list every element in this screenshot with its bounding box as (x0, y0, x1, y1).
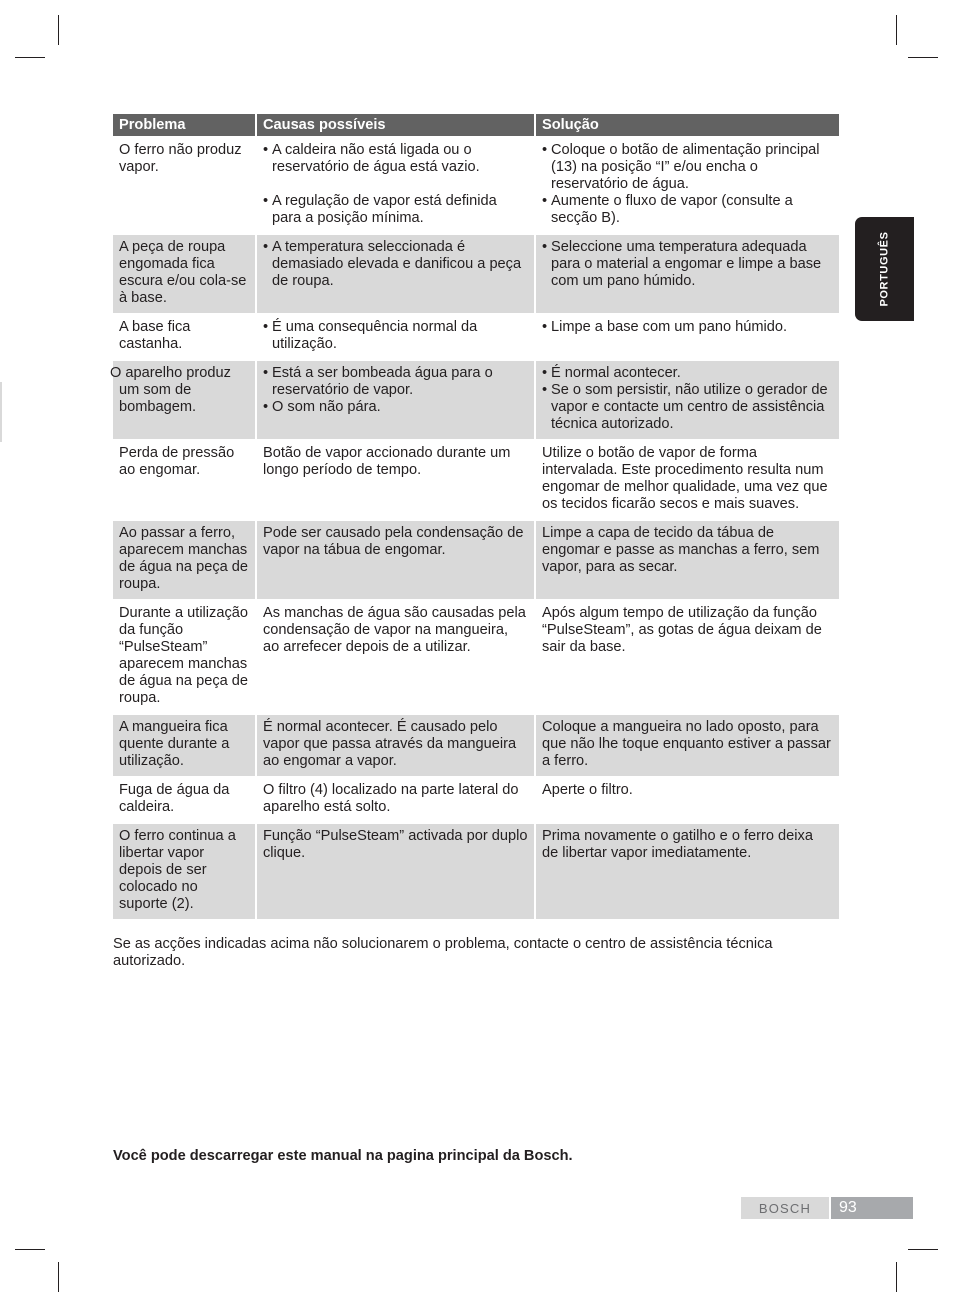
causes-cell (255, 136, 534, 233)
crop-mark (15, 1249, 45, 1250)
solution-cell (534, 233, 839, 313)
support-note: Se as acções indicadas acima não solucionarem o problema, contacte o centro de assistência técnica autorizado. (113, 936, 773, 969)
cause-item: • A regulação de vapor está definida para a posição mínima. (263, 193, 528, 227)
troubleshooting-table (110, 114, 839, 919)
problem-cell: O ferro não produz vapor. (113, 136, 255, 233)
page-number: 93 (831, 1197, 913, 1219)
crop-mark (908, 57, 938, 58)
solution-cell: Limpe a capa de tecido da tábua de engomar e passe as manchas a ferro, sem vapor, para as secar. (534, 519, 839, 599)
solution-cell: Coloque a mangueira no lado oposto, para que não lhe toque enquanto estiver a passar a ferro. (534, 713, 839, 776)
footer-brand: BOSCH (741, 1197, 829, 1219)
problem-cell: O aparelho produz um som de bombagem. (113, 359, 255, 439)
solution-item: • É normal acontecer. (542, 365, 833, 382)
edge-mark (0, 382, 2, 442)
table-row (113, 713, 839, 776)
crop-mark (58, 1262, 59, 1292)
solution-item: • Coloque o botão de alimentação principal (13) na posição “I” e/ou encha o reservatório de água. (542, 142, 833, 193)
table-row (113, 599, 839, 713)
cause-cell: Função “PulseSteam” activada por duplo clique. (255, 822, 534, 919)
problem-cell: A base fica castanha. (113, 313, 255, 359)
table-row (113, 136, 839, 233)
cause-item: • É uma consequência normal da utilização. (263, 319, 528, 353)
solution-cell (534, 359, 839, 439)
solution-item: • Seleccione uma temperatura adequada para o material a engomar e limpe a base com um pano húmido. (542, 239, 833, 290)
solution-cell: Aperte o filtro. (534, 776, 839, 822)
solution-cell (534, 136, 839, 233)
problem-cell: Fuga de água da caldeira. (113, 776, 255, 822)
solution-cell (534, 313, 839, 359)
header-causes: Causas possíveis (255, 114, 534, 136)
table-row (113, 359, 839, 439)
crop-mark (58, 15, 59, 45)
cause-cell: É normal acontecer. É causado pelo vapor que passa através da mangueira ao engomar a vapor. (255, 713, 534, 776)
problem-cell: A mangueira fica quente durante a utilização. (113, 713, 255, 776)
table-row (113, 313, 839, 359)
language-tab-label: PORTUGUÊS (878, 231, 891, 307)
download-note: Você pode descarregar este manual na pagina principal da Bosch. (113, 1148, 573, 1164)
solution-item: • Aumente o fluxo de vapor (consulte a secção B). (542, 193, 833, 227)
cause-cell: O filtro (4) localizado na parte lateral do aparelho está solto. (255, 776, 534, 822)
solution-cell: Prima novamente o gatilho e o ferro deixa de libertar vapor imediatamente. (534, 822, 839, 919)
cause-item: • O som não pára. (263, 399, 528, 416)
table-header-row (113, 114, 839, 136)
problem-cell: Ao passar a ferro, aparecem manchas de água na peça de roupa. (113, 519, 255, 599)
crop-mark (908, 1249, 938, 1250)
table-row (113, 439, 839, 519)
causes-cell (255, 313, 534, 359)
cause-cell: Botão de vapor accionado durante um longo período de tempo. (255, 439, 534, 519)
cause-cell: Pode ser causado pela condensação de vapor na tábua de engomar. (255, 519, 534, 599)
cause-cell: As manchas de água são causadas pela condensação de vapor na mangueira, ao arrefecer depois de a utilizar. (255, 599, 534, 713)
crop-mark (896, 1262, 897, 1292)
language-tab (855, 217, 914, 321)
header-solution: Solução (534, 114, 839, 136)
table-row (113, 776, 839, 822)
problem-cell: O ferro continua a libertar vapor depois de ser colocado no suporte (2). (113, 822, 255, 919)
causes-cell (255, 233, 534, 313)
problem-cell: A peça de roupa engomada fica escura e/ou cola-se à base. (113, 233, 255, 313)
solution-item: • Limpe a base com um pano húmido. (542, 319, 833, 336)
header-problem: Problema (113, 114, 255, 136)
table-row (113, 822, 839, 919)
solution-cell: Utilize o botão de vapor de forma intervalada. Este procedimento resulta num engomar de melhor qualidade, uma vez que os tecidos ficarão secos e mais suaves. (534, 439, 839, 519)
cause-item: • A temperatura seleccionada é demasiado elevada e danificou a peça de roupa. (263, 239, 528, 290)
crop-mark (15, 57, 45, 58)
table-row (113, 233, 839, 313)
table-row (113, 519, 839, 599)
cause-item: • Está a ser bombeada água para o reservatório de vapor. (263, 365, 528, 399)
crop-mark (896, 15, 897, 45)
causes-cell (255, 359, 534, 439)
problem-cell: Durante a utilização da função “PulseSteam” aparecem manchas de água na peça de roupa. (113, 599, 255, 713)
problem-cell: Perda de pressão ao engomar. (113, 439, 255, 519)
solution-item: • Se o som persistir, não utilize o gerador de vapor e contacte um centro de assistência técnica autorizado. (542, 382, 833, 433)
solution-cell: Após algum tempo de utilização da função “PulseSteam”, as gotas de água deixam de sair da base. (534, 599, 839, 713)
cause-item: • A caldeira não está ligada ou o reservatório de água está vazio. (263, 142, 528, 176)
